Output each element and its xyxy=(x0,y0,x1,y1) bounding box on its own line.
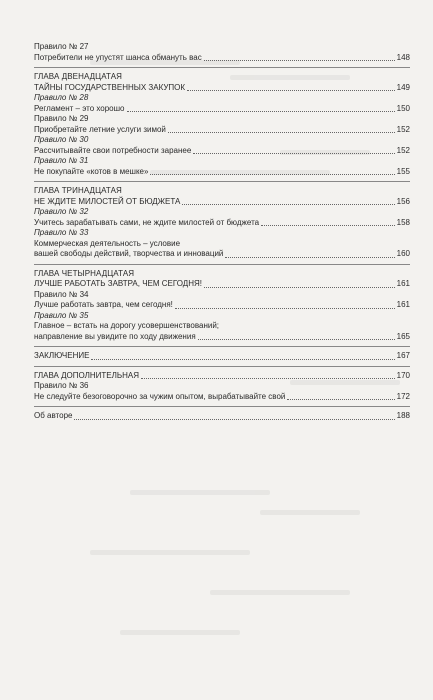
rule-number: Правило № 34 xyxy=(34,289,89,299)
dot-leader xyxy=(187,90,395,91)
section-divider xyxy=(34,67,410,68)
rule-label xyxy=(34,228,410,239)
page-number: 172 xyxy=(396,391,410,401)
rule-label xyxy=(34,290,410,301)
toc-entry xyxy=(34,351,410,362)
ghost-line xyxy=(210,590,350,595)
rule-label xyxy=(34,93,410,104)
rule-number: Правило № 35 xyxy=(34,310,89,320)
section-divider xyxy=(34,181,410,182)
rule-number: Правило № 28 xyxy=(34,93,89,102)
entry-text: Рассчитывайте свои потребности заранее xyxy=(34,145,192,155)
dot-leader xyxy=(168,132,395,133)
page-number: 160 xyxy=(396,249,410,258)
dot-leader xyxy=(175,308,395,309)
page-number: 149 xyxy=(396,82,410,92)
page-number: 188 xyxy=(396,411,410,420)
dot-leader xyxy=(127,111,396,112)
rule-number: Правило № 36 xyxy=(34,381,89,390)
rule-label xyxy=(34,207,410,218)
dot-leader xyxy=(91,359,395,360)
toc-entry xyxy=(34,104,410,115)
chapter-title: ЛУЧШЕ РАБОТАТЬ ЗАВТРА, ЧЕМ СЕГОДНЯ! xyxy=(34,279,202,288)
entry-text: Потребители не упустят шанса обмануть вас xyxy=(34,52,202,62)
rule-number: Правило № 33 xyxy=(34,228,89,237)
page-number: 170 xyxy=(396,370,410,380)
entry-text: Об авторе xyxy=(34,411,73,420)
dot-leader xyxy=(204,287,395,288)
dot-leader xyxy=(225,257,395,258)
entry-text-line: Коммерческая деятельность – условие xyxy=(34,238,181,248)
page-number: 161 xyxy=(396,300,410,309)
page-number: 155 xyxy=(396,166,410,176)
page-number: 158 xyxy=(396,217,410,227)
chapter-title: НЕ ЖДИТЕ МИЛОСТЕЙ ОТ БЮДЖЕТА xyxy=(34,196,181,206)
entry-text: Регламент – это хорошо xyxy=(34,103,125,113)
page-number: 161 xyxy=(396,279,410,288)
dot-leader xyxy=(74,419,395,420)
chapter-title: ТАЙНЫ ГОСУДАРСТВЕННЫХ ЗАКУПОК xyxy=(34,82,186,92)
page-number: 165 xyxy=(396,331,410,341)
rule-number: Правило № 30 xyxy=(34,135,89,144)
rule-number: Правило № 31 xyxy=(34,156,89,165)
entry-text: Лучше работать завтра, чем сегодня! xyxy=(34,300,173,309)
dot-leader xyxy=(150,174,395,175)
entry-text: направление вы увидите по ходу движения xyxy=(34,331,196,341)
entry-text: ЗАКЛЮЧЕНИЕ xyxy=(34,351,90,360)
dot-leader xyxy=(261,225,395,226)
page-number: 156 xyxy=(396,196,410,206)
ghost-line xyxy=(260,510,360,515)
table-of-contents xyxy=(34,42,410,422)
toc-entry xyxy=(34,167,410,178)
entry-text: ГЛАВА ДОПОЛНИТЕЛЬНАЯ xyxy=(34,370,140,380)
entry-text: Приобретайте летние услуги зимой xyxy=(34,124,166,134)
section-divider xyxy=(34,346,410,347)
rule-number: Правило № 27 xyxy=(34,42,89,51)
toc-entry xyxy=(34,125,410,136)
dot-leader xyxy=(198,339,395,340)
dot-leader xyxy=(287,399,395,400)
chapter-title-entry xyxy=(34,83,410,94)
dot-leader xyxy=(193,153,395,154)
chapter-number: ГЛАВА ТРИНАДЦАТАЯ xyxy=(34,186,122,195)
entry-text: Не следуйте безоговорочно за чужим опытом, вырабатывайте свой xyxy=(34,391,286,401)
dot-leader xyxy=(141,378,395,379)
chapter-title-entry xyxy=(34,197,410,208)
toc-entry xyxy=(34,392,410,403)
section-divider xyxy=(34,406,410,407)
rule-label xyxy=(34,42,410,53)
rule-number: Правило № 29 xyxy=(34,114,89,123)
rule-label xyxy=(34,156,410,167)
toc-entry xyxy=(34,218,410,229)
toc-entry xyxy=(34,146,410,157)
entry-text-line: Главное – встать на дорогу усовершенствований; xyxy=(34,321,220,330)
dot-leader xyxy=(182,204,395,205)
entry-text: Не покупайте «котов в мешке» xyxy=(34,166,149,176)
section-divider xyxy=(34,264,410,265)
chapter-number: ГЛАВА ДВЕНАДЦАТАЯ xyxy=(34,72,123,81)
toc-entry xyxy=(34,53,410,64)
chapter-label xyxy=(34,269,410,280)
chapter-label xyxy=(34,72,410,83)
dot-leader xyxy=(204,60,395,61)
toc-entry xyxy=(34,411,410,422)
page-number: 148 xyxy=(396,52,410,62)
chapter-label xyxy=(34,186,410,197)
rule-label xyxy=(34,135,410,146)
page-number: 167 xyxy=(396,351,410,360)
chapter-number: ГЛАВА ЧЕТЫРНАДЦАТАЯ xyxy=(34,268,135,278)
toc-entry xyxy=(34,321,410,342)
rule-label xyxy=(34,311,410,322)
ghost-line xyxy=(120,630,240,635)
page-number: 152 xyxy=(396,145,410,155)
entry-text: Учитесь зарабатывать сами, не ждите милостей от бюджета xyxy=(34,217,260,227)
toc-entry xyxy=(34,239,410,260)
page-number: 152 xyxy=(396,124,410,134)
rule-number: Правило № 32 xyxy=(34,207,89,216)
page-number: 150 xyxy=(396,103,410,113)
rule-label xyxy=(34,381,410,392)
entry-text: вашей свободы действий, творчества и инноваций xyxy=(34,249,224,258)
ghost-line xyxy=(130,490,270,495)
section-divider xyxy=(34,366,410,367)
rule-label xyxy=(34,114,410,125)
toc-entry xyxy=(34,371,410,382)
ghost-line xyxy=(90,550,250,555)
toc-entry xyxy=(34,300,410,311)
chapter-title-entry xyxy=(34,279,410,290)
